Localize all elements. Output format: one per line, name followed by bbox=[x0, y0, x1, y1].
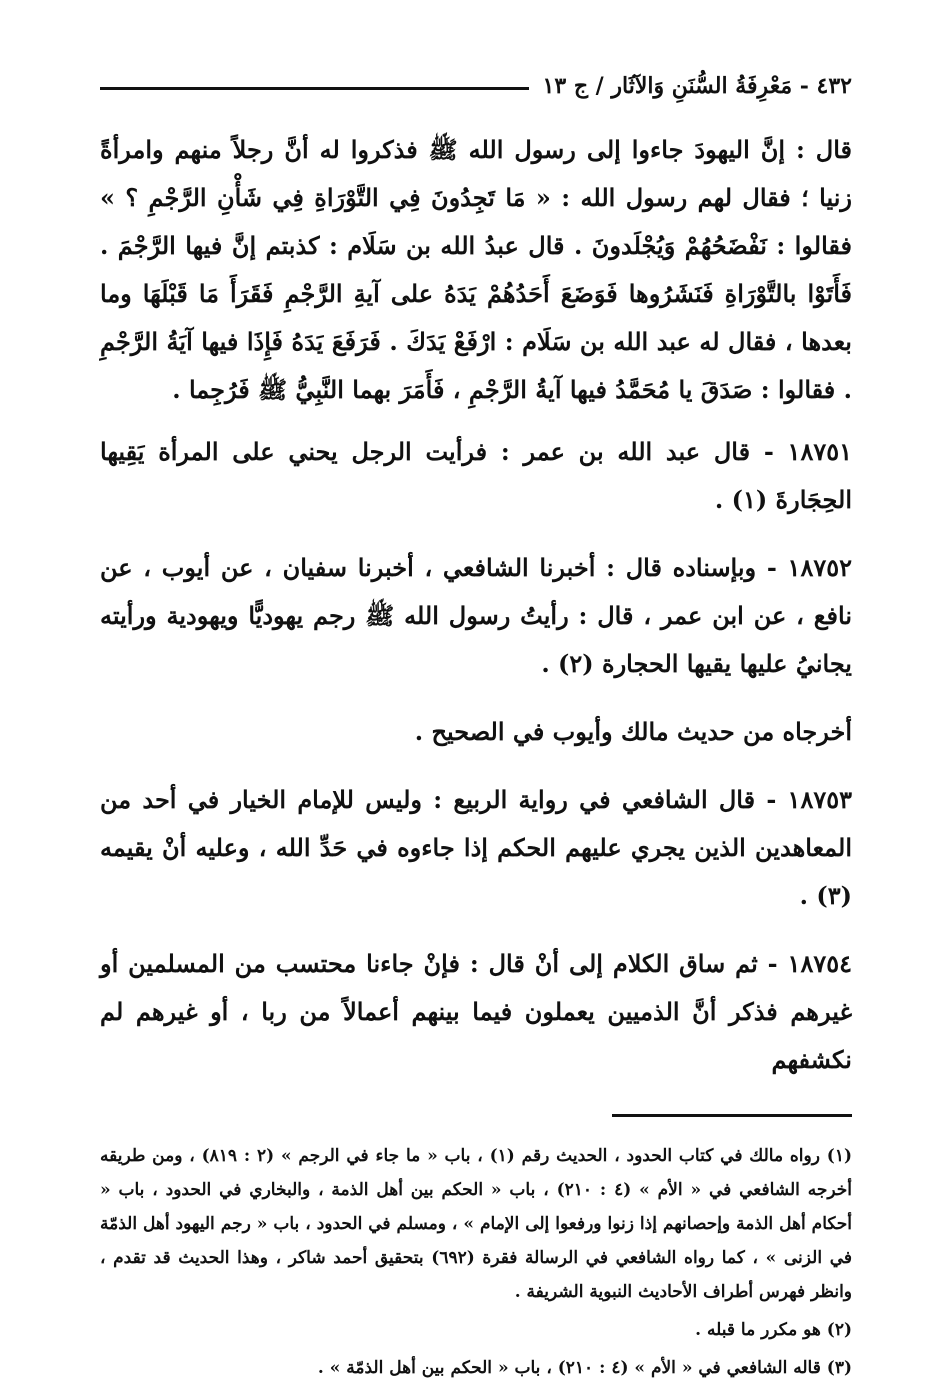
footnote: (٣) قاله الشافعي في « الأم » (٤ : ٢١٠) ، باب « الحكم بين أهل الذمّة » . bbox=[317, 1358, 852, 1378]
header-rule bbox=[100, 87, 529, 90]
footnote: (١) رواه مالك في كتاب الحدود ، الحديث رقم (١) ، باب « ما جاء في الرجم » (٢ : ٨١٩) ، ومن طريقه أخرجه الشافعي في « الأم » (٤ : ٢١٠) ، باب « الحكم بين أهل الذمة ، والبخاري في الحدود ، باب « أحكام أهل الذمة وإحصانهم إذا زنوا ورفعوا إلى الإمام » ، ومسلم في الحدود ، باب « رجم اليهود أهل الذمّة في الزنى » ، كما رواه الشافعي في الرسالة فقرة (٦٩٢) بتحقيق أحمد شاكر ، وهذا الحديث قد تقدم ، وانظر فهرس أطراف الأحاديث النبوية الشريفة . bbox=[100, 1146, 852, 1302]
paragraph: ١٨٧٥٣ - قال الشافعي في رواية الربيع : وليس للإمام الخيار في أحد من المعاهدين الذين يجري عليهم الحكم إذا جاءوه في حَدِّ الله ، وعليه أنْ يقيمه (٣) . bbox=[100, 785, 853, 910]
header-title: ٤٣٢ - مَعْرِفَةُ السُّنَنِ وَالآثَار / ج ١٣ bbox=[542, 73, 852, 99]
paragraph: قال : إنَّ اليهودَ جاءوا إلى رسول الله ﷺ فذكروا له أنَّ رجلاً منهم وامرأةً زنيا ؛ فقال لهم رسول الله : « مَا تَجِدُونَ فِي التَّوْرَاةِ فِي شَأْنِ الرَّجْمِ ؟ » فقالوا : نَفْضَحُهُمْ وَيُجْلَدونَ . قال عبدُ الله بن سَلَام : كذبتم إنَّ فيها الرَّجْمَ . فَأَتَوْا بالتَّوْرَاةِ فَنَشَرُوها فَوَضَعَ أَحَدُهُمْ يَدَهُ على آيةِ الرَّجْمِ فَقَرَأَ مَا قَبْلَهَا وما بعدها ، فقال له عبد الله بن سَلَام : ارْفَعْ يَدَكَ . فَرَفَعَ يَدَهُ فَإِذَا فيها آيَةُ الرَّجْمِ . فقالوا : صَدَقَ يا مُحَمَّدُ فيها آيةُ الرَّجْمِ ، فَأَمَرَ بهما النَّبِيُّ ﷺ فَرُجِما . bbox=[100, 135, 852, 404]
footnotes bbox=[100, 1139, 852, 1385]
paragraph: ١٨٧٥٢ - وبإسناده قال : أخبرنا الشافعي ، أخبرنا سفيان ، عن أيوب ، عن نافع ، عن ابن عمر ، قال : رأيتُ رسول الله ﷺ رجم يهوديًّا ويهودية ورأيته يجانيُ عليها يقيها الحجارة (٢) . bbox=[100, 553, 852, 678]
paragraph: ١٨٧٥٤ - ثم ساق الكلام إلى أنْ قال : فإنْ جاءنا محتسب من المسلمين أو غيرهم فذكر أنَّ الذميين يعملون فيما بينهم أعمالاً من ربا ، أو غيرهم لم نكشفهم bbox=[100, 949, 852, 1074]
footnote-separator bbox=[612, 1114, 852, 1117]
main-text bbox=[100, 126, 852, 1084]
paragraph: أخرجاه من حديث مالك وأيوب في الصحيح . bbox=[414, 717, 852, 746]
footnote: (٢) هو مكرر ما قبله . bbox=[695, 1320, 852, 1340]
running-header bbox=[100, 64, 852, 108]
paragraph: ١٨٧٥١ - قال عبد الله بن عمر : فرأيت الرجل يحني على المرأة يَقِيها الحِجَارةَ (١) . bbox=[100, 437, 852, 514]
